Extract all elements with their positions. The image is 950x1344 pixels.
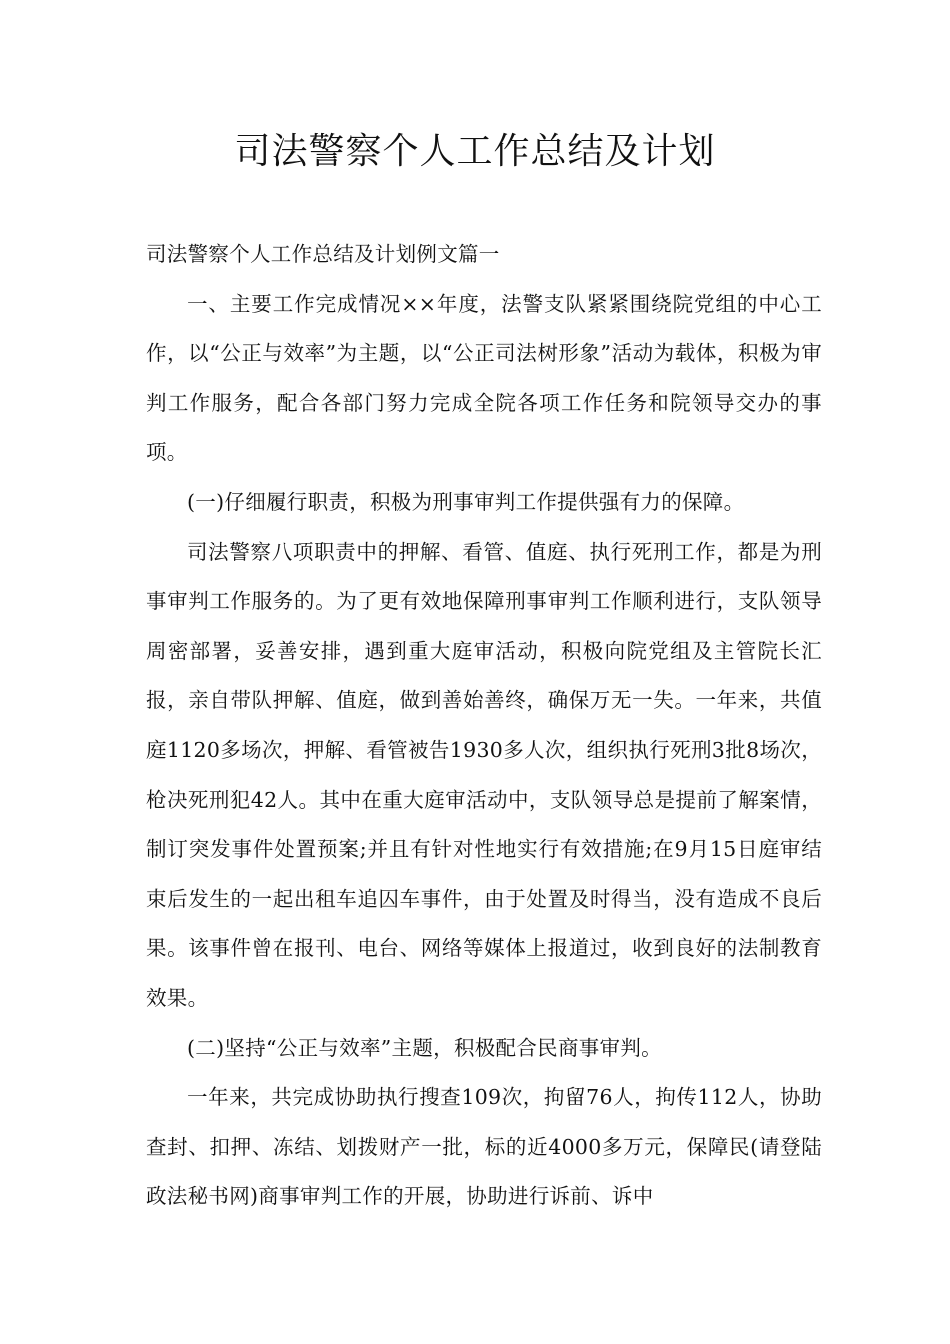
body-paragraph: 司法警察八项职责中的押解、看管、值庭、执行死刑工作，都是为刑事审判工作服务的。为了更有效地保障刑事审判工作顺利进行，支队领导周密部署，妥善安排，遇到重大庭审活动，积极向院党组及主管院长汇报，亲自带队押解、值庭，做到善始善终，确保万无一失。一年来，共值庭1120多场次，押解、看管被告1930多人次，组织执行死刑3批8场次，枪决死刑犯42人。其中在重大庭审活动中，支队领导总是提前了解案情，制订突发事件处置预案;并且有针对性地实行有效措施;在9月15日庭审结束后发生的一起出租车追囚车事件，由于处置及时得当，没有造成不良后果。该事件曾在报刊、电台、网络等媒体上报道过，收到良好的法制教育效果。 [146,539,822,1010]
body-paragraph: 一、主要工作完成情况××年度，法警支队紧紧围绕院党组的中心工作，以“公正与效率”为主题，以“公正司法树形象”活动为载体，积极为审判工作服务，配合各部门努力完成全院各项工作任务和院领导交办的事项。 [146,291,822,465]
body-paragraph: (一)仔细履行职责，积极为刑事审判工作提供强有力的保障。 [187,489,745,514]
body-paragraph: (二)坚持“公正与效率”主题，积极配合民商事审判。 [187,1035,662,1060]
document-title: 司法警察个人工作总结及计划 [234,131,716,172]
body-paragraph: 一年来，共完成协助执行搜查109次，拘留76人，拘传112人，协助查封、扣押、冻结、划拨财产一批，标的近4000多万元，保障民(请登陆政法秘书网)商事审判工作的开展，协助进行诉前、诉中 [146,1085,822,1209]
document-body [146,230,822,1222]
section-heading: 司法警察个人工作总结及计划例文篇一 [146,242,500,266]
